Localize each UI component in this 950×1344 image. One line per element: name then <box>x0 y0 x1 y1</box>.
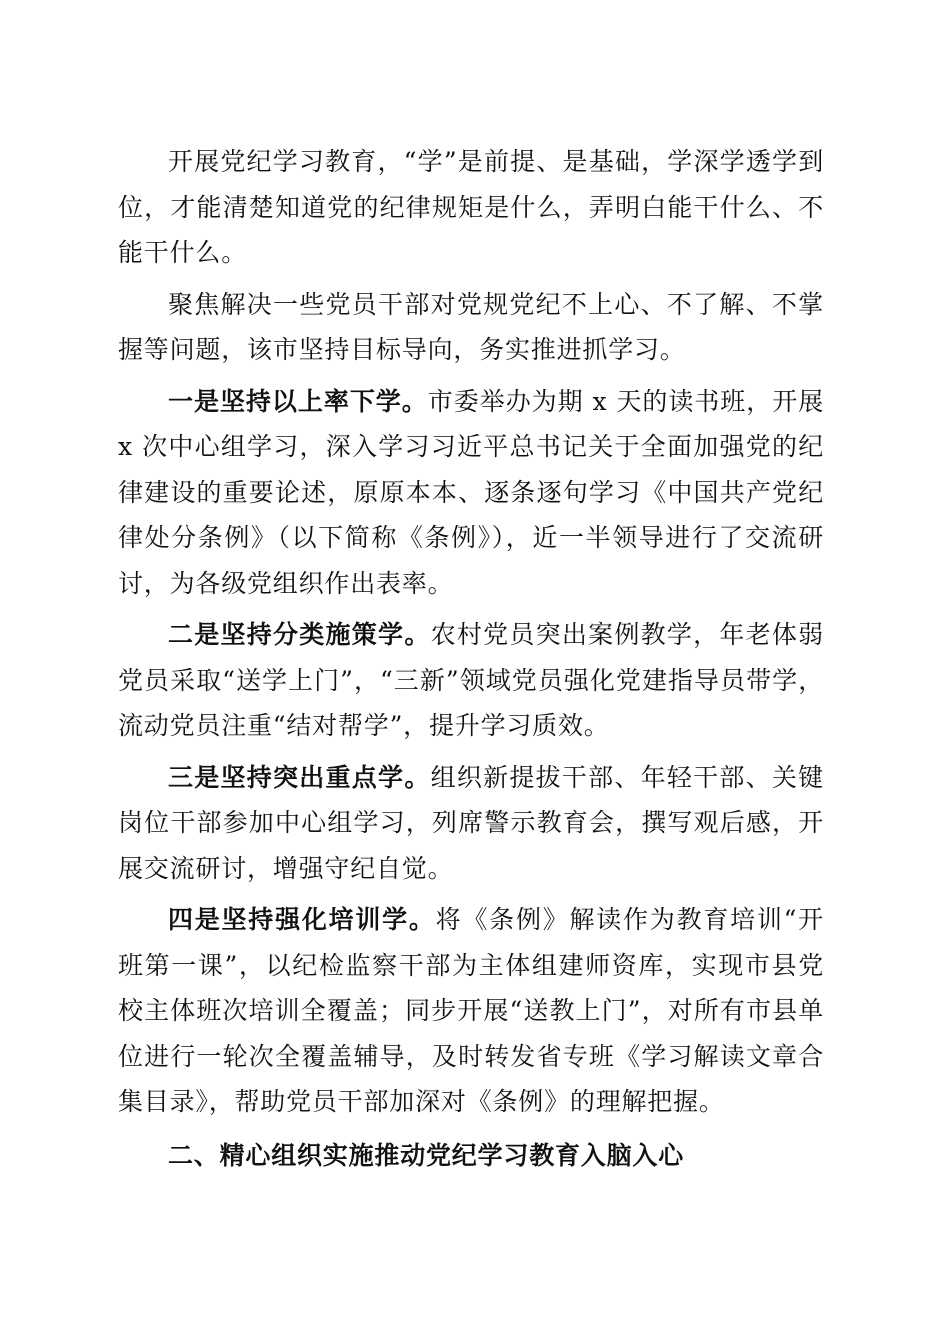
paragraph-text: 组织新提拔干部、年轻干部、关键岗位干部参加中心组学习，列席警示教育会，撰写观后感，开展交流研讨，增强守纪自觉。 <box>118 762 824 883</box>
point-lead: 四是坚持强化培训学。 <box>168 905 436 934</box>
section-heading: 二、精心组织实施推动党纪学习教育入脑入心 <box>168 1140 685 1170</box>
point-lead: 一是坚持以上率下学。 <box>168 386 428 416</box>
paragraph-point-1 <box>118 379 824 607</box>
document-body <box>118 139 824 1178</box>
paragraph-text: 市委举办为期 x 天的读书班，开展 x 次中心组学习，深入学习习近平总书记关于全面加强党的纪律建设的重要论述，原原本本、逐条逐句学习《中国共产党纪律处分条例》（以下简称《条例》），近一半领导进行了交流研讨，为各级党组织作出表率。 <box>118 386 824 598</box>
paragraph-text: 将《条例》解读作为教育培训“开班第一课”，以纪检监察干部为主体组建师资库，实现市县党校主体班次培训全覆盖；同步开展“送教上门”，对所有市县单位进行一轮次全覆盖辅导，及时转发省专班《学习解读文章合集目录》，帮助党员干部加深对《条例》的理解把握。 <box>118 905 824 1116</box>
paragraph-text: 聚焦解决一些党员干部对党规党纪不上心、不了解、不掌握等问题，该市坚持目标导向，务实推进抓学习。 <box>118 289 824 364</box>
paragraph-point-2 <box>118 612 824 749</box>
paragraph-point-4 <box>118 897 824 1125</box>
paragraph-text: 农村党员突出案例教学，年老体弱党员采取“送学上门”，“三新”领域党员强化党建指导员带学，流动党员注重“结对帮学”，提升学习质效。 <box>118 620 824 740</box>
paragraph-intro <box>118 139 824 276</box>
paragraph-text: 开展党纪学习教育，“学”是前提、是基础，学深学透学到位，才能清楚知道党的纪律规矩是什么，弄明白能干什么、不能干什么。 <box>118 147 824 267</box>
paragraph-focus <box>118 282 824 373</box>
point-lead: 二是坚持分类施策学。 <box>168 620 431 649</box>
point-lead: 三是坚持突出重点学。 <box>168 762 431 792</box>
paragraph-point-3 <box>118 755 824 892</box>
